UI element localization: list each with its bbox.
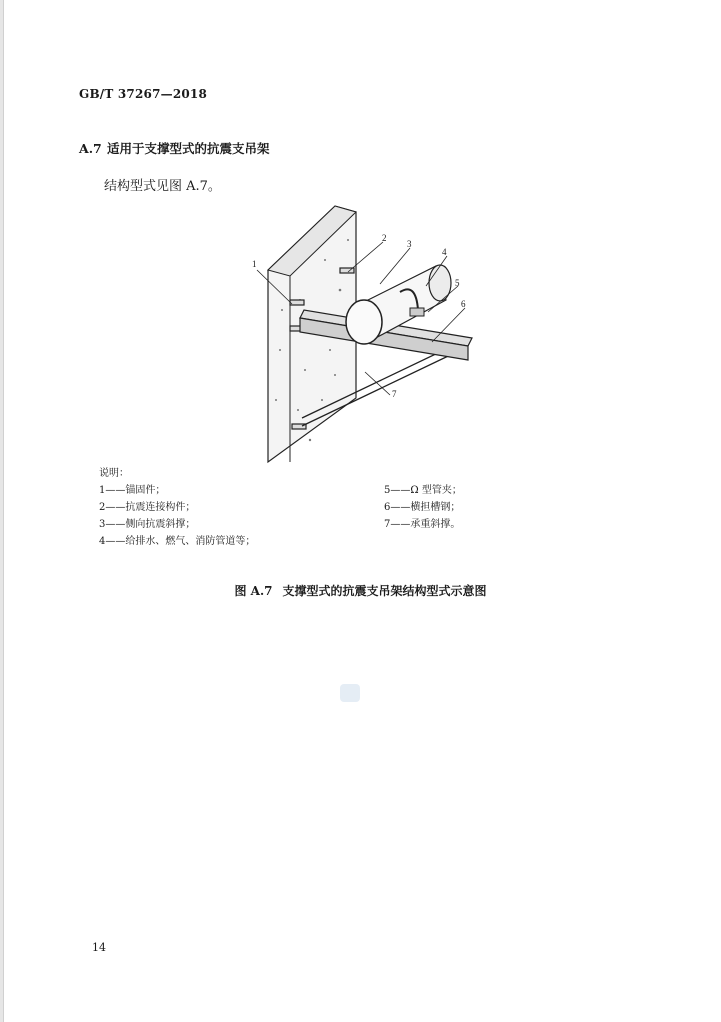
legend-item: 4——给排水、燃气、消防管道等； (99, 536, 256, 547)
legend-item: 2——抗震连接构件； (99, 502, 196, 513)
callout-4: 4 (442, 247, 447, 257)
legend-right (384, 482, 462, 533)
standard-number: GB/T 37267—2018 (79, 87, 208, 101)
callout-5: 5 (455, 278, 460, 288)
section-title: 适用于支撑型式的抗震支吊架 (107, 141, 270, 156)
figure-title: 支撑型式的抗震支吊架结构型式示意图 (282, 584, 487, 598)
page-number: 14 (92, 941, 106, 954)
body-paragraph: 结构型式见图 A.7。 (104, 179, 221, 194)
legend-left (99, 465, 255, 550)
watermark-logo (340, 684, 360, 702)
callout-6: 6 (461, 299, 466, 309)
legend-item: 6——横担槽钢； (384, 502, 461, 513)
section-number: A.7 (79, 141, 102, 156)
legend-item: 1——锚固件； (99, 485, 166, 496)
legend-item: 7——承重斜撑。 (384, 519, 461, 530)
callout-7: 7 (392, 389, 397, 399)
legend-heading: 说明： (99, 468, 129, 479)
legend-item: 3——侧向抗震斜撑； (99, 519, 196, 530)
figure-number: 图 A.7 (234, 584, 273, 598)
callout-3: 3 (407, 239, 412, 249)
figure-caption (0, 582, 721, 599)
support-structure-figure (240, 200, 500, 470)
page-border (3, 0, 4, 1022)
callout-2: 2 (382, 233, 387, 243)
legend-item: 5——Ω 型管夹； (384, 485, 462, 496)
callout-1: 1 (252, 259, 257, 269)
section-heading (79, 139, 270, 157)
